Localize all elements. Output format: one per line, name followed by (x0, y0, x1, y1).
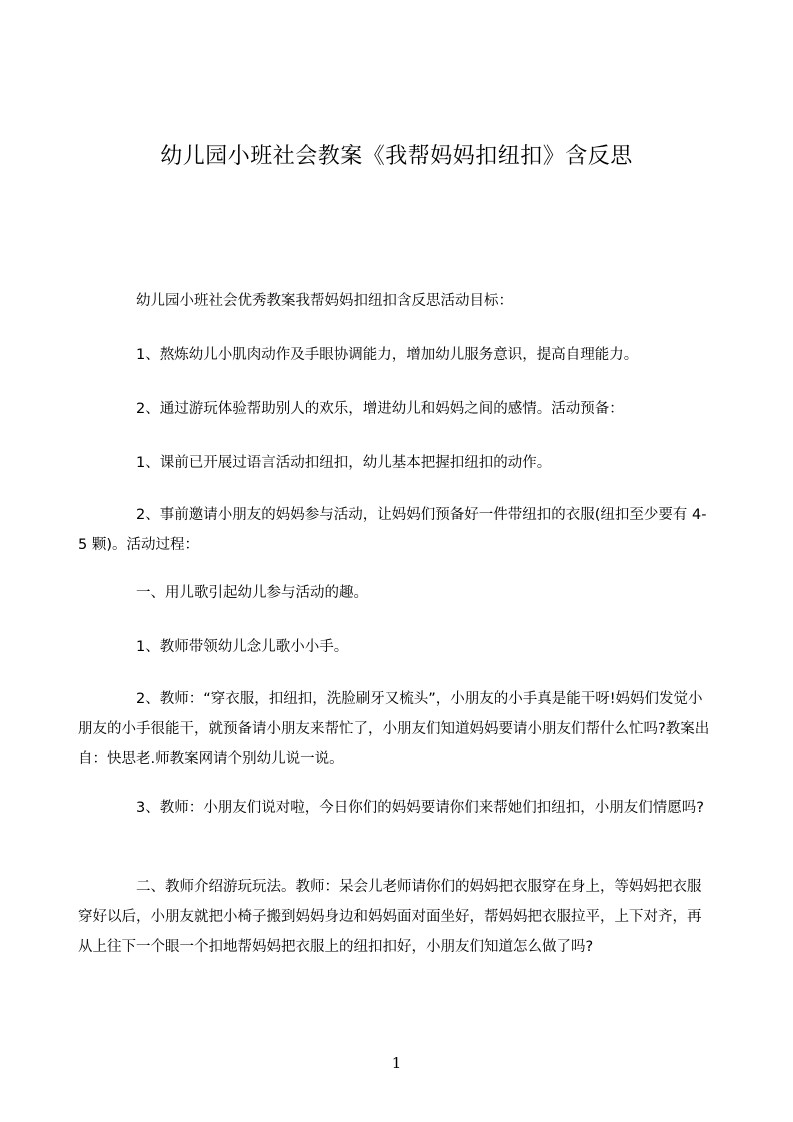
page-number: 1 (391, 1054, 402, 1072)
paragraph-step-1-3: 3、教师：小朋友们说对啦，今日你们的妈妈要请你们来帮她们扣纽扣，小朋友们情愿吗? (136, 800, 704, 816)
paragraph-step-1-1: 1、教师带领幼儿念儿歌小小手。 (136, 639, 349, 655)
paragraph-prep-2: 2、事前邀请小朋友的妈妈参与活动，让妈妈们预备好一件带纽扣的衣服(纽扣至少要有 4-5 颗)。活动过程： (78, 507, 707, 553)
paragraph-prep-1: 1、课前已开展过语言活动扣纽扣，幼儿基本把握扣纽扣的动作。 (136, 455, 552, 471)
document-title: 幼儿园小班社会教案《我帮妈妈扣纽扣》含反思 (160, 144, 633, 169)
paragraph-goal-2: 2、通过游玩体验帮助别人的欢乐，增进幼儿和妈妈之间的感情。活动预备： (136, 401, 624, 417)
paragraph-step-2: 二、教师介绍游玩玩法。教师：呆会儿老师请你们的妈妈把衣服穿在身上，等妈妈把衣服穿好以后，小朋友就把小椅子搬到妈妈身边和妈妈面对面坐好，帮妈妈把衣服拉平，上下对齐，再从上往下一个眼一个扣地帮妈妈把衣服上的纽扣扣好，小朋友们知道怎么做了吗? (78, 879, 702, 955)
paragraph-step-1: 一、用儿歌引起幼儿参与活动的趣。 (136, 585, 368, 601)
paragraph-step-1-2: 2、教师：“穿衣服，扣纽扣，洗脸刷牙又梳头”，小朋友的小手真是能干呀!妈妈们发觉小朋友的小手很能干，就预备请小朋友来帮忙了，小朋友们知道妈妈要请小朋友们帮什么忙吗?教案出自：快思老.师教案网请个别幼儿说一说。 (78, 691, 710, 767)
paragraph-goal-1: 1、熬炼幼儿小肌肉动作及手眼协调能力，增加幼儿服务意识，提高自理能力。 (136, 347, 639, 363)
paragraph-intro: 幼儿园小班社会优秀教案我帮妈妈扣纽扣含反思活动目标： (136, 293, 513, 309)
